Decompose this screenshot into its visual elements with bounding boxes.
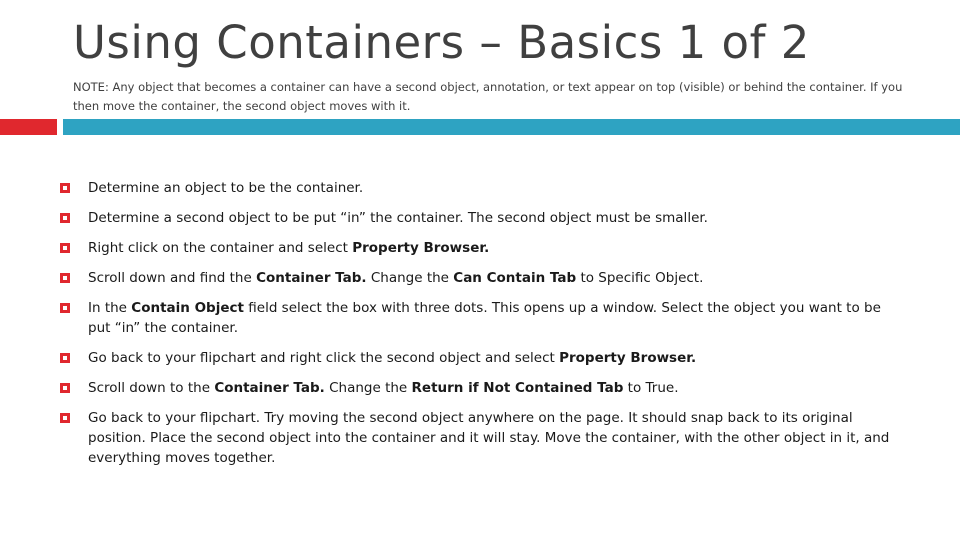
bullet-text-run: Determine a second object to be put “in” the container. The second object must be smaller. bbox=[88, 210, 708, 226]
bullet-text-bold: Can Contain Tab bbox=[453, 270, 577, 286]
bullet-text-run: Change the bbox=[366, 270, 454, 286]
bullet-text bbox=[88, 380, 679, 396]
bullet-text bbox=[88, 410, 889, 466]
bullet-item bbox=[60, 298, 900, 338]
slide-note: NOTE: Any object that becomes a container can have a second object, annotation, or text appear on top (visible) or behind the container. If you then move the container, the second object moves with it. bbox=[73, 80, 903, 113]
hollow-square-bullet-icon bbox=[60, 383, 70, 393]
bullet-item bbox=[60, 408, 900, 468]
bullet-text-bold: Property Browser. bbox=[559, 350, 697, 366]
hollow-square-bullet-icon bbox=[60, 273, 70, 283]
bullet-item bbox=[60, 378, 900, 398]
bullet-text bbox=[88, 210, 708, 226]
bullet-text bbox=[88, 300, 881, 336]
bullet-text bbox=[88, 270, 703, 286]
bullet-text-bold: Contain Object bbox=[131, 300, 244, 316]
bullet-text-run: Go back to your flipchart. Try moving the second object anywhere on the page. It should snap back to its original position. Place the second object into the container and it will stay. Move the container, with the other object in it, and everything moves together. bbox=[88, 410, 890, 466]
bullet-text bbox=[88, 350, 696, 366]
hollow-square-bullet-icon bbox=[60, 353, 70, 363]
hollow-square-bullet-icon bbox=[60, 213, 70, 223]
bullet-item bbox=[60, 238, 900, 258]
bullet-text-run: Go back to your flipchart and right click the second object and select bbox=[88, 350, 560, 366]
bullet-text-run: to True. bbox=[623, 380, 679, 396]
bullet-item bbox=[60, 348, 900, 368]
bullet-text bbox=[88, 240, 489, 256]
bullet-text-bold: Return if Not Contained Tab bbox=[411, 380, 624, 396]
bullet-text-run: Right click on the container and select bbox=[88, 240, 353, 256]
bullet-text-run: field select the box with three dots. This opens up a window. Select the object you want to be put “in” the container. bbox=[88, 300, 881, 336]
bullet-text bbox=[88, 180, 363, 196]
bullet-text-run: In the bbox=[88, 300, 132, 316]
hollow-square-bullet-icon bbox=[60, 413, 70, 423]
bullet-text-bold: Container Tab. bbox=[256, 270, 367, 286]
hollow-square-bullet-icon bbox=[60, 303, 70, 313]
bullet-item bbox=[60, 268, 900, 288]
bullet-list bbox=[60, 178, 900, 478]
bullet-text-run: to Specific Object. bbox=[576, 270, 704, 286]
accent-bar-red bbox=[0, 119, 57, 135]
bullet-text-bold: Container Tab. bbox=[214, 380, 325, 396]
bullet-text-bold: Property Browser. bbox=[352, 240, 490, 256]
slide-title: Using Containers – Basics 1 of 2 bbox=[73, 16, 810, 69]
bullet-text-run: Determine an object to be the container. bbox=[88, 180, 364, 196]
bullet-text-run: Change the bbox=[324, 380, 412, 396]
accent-bar-blue bbox=[63, 119, 960, 135]
bullet-item bbox=[60, 178, 900, 198]
hollow-square-bullet-icon bbox=[60, 243, 70, 253]
bullet-text-run: Scroll down and find the bbox=[88, 270, 257, 286]
hollow-square-bullet-icon bbox=[60, 183, 70, 193]
bullet-text-run: Scroll down to the bbox=[88, 380, 215, 396]
bullet-item bbox=[60, 208, 900, 228]
